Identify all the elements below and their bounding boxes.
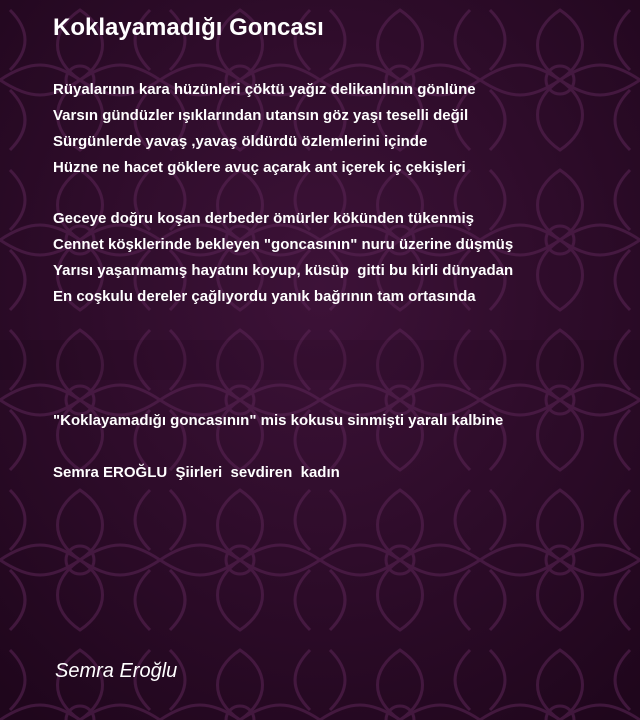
author-name: Semra Eroğlu xyxy=(55,660,178,682)
poem-line: Geceye doğru koşan derbeder ömürler kökünden tükenmiş xyxy=(53,210,474,227)
poem-line: Hüzne ne hacet göklere avuç açarak ant içerek iç çekişleri xyxy=(53,159,466,176)
poem-line: En coşkulu dereler çağlıyordu yanık bağrının tam ortasında xyxy=(53,288,476,305)
poem-title: Koklayamadığı Goncası xyxy=(53,14,324,41)
poem-line: Varsın gündüzler ışıklarından utansın göz yaşı teselli değil xyxy=(53,107,469,124)
stanza-2 xyxy=(53,206,513,310)
stanza-1 xyxy=(53,77,476,181)
poem-line: Yarısı yaşanmamış hayatını koyup, küsüp gitti bu kirli dünyadan xyxy=(53,262,514,279)
closing-line: "Koklayamadığı goncasının" mis kokusu sinmişti yaralı kalbine xyxy=(53,412,504,429)
poem-line: Cennet köşklerinde bekleyen "goncasının" nuru üzerine düşmüş xyxy=(53,236,514,253)
poem-line: Sürgünlerde yavaş ,yavaş öldürdü özlemlerini içinde xyxy=(53,133,428,150)
poem-line: Rüyalarının kara hüzünleri çöktü yağız delikanlının gönlüne xyxy=(53,81,476,98)
signature-line: Semra EROĞLU Şiirleri sevdiren kadın xyxy=(53,464,340,481)
